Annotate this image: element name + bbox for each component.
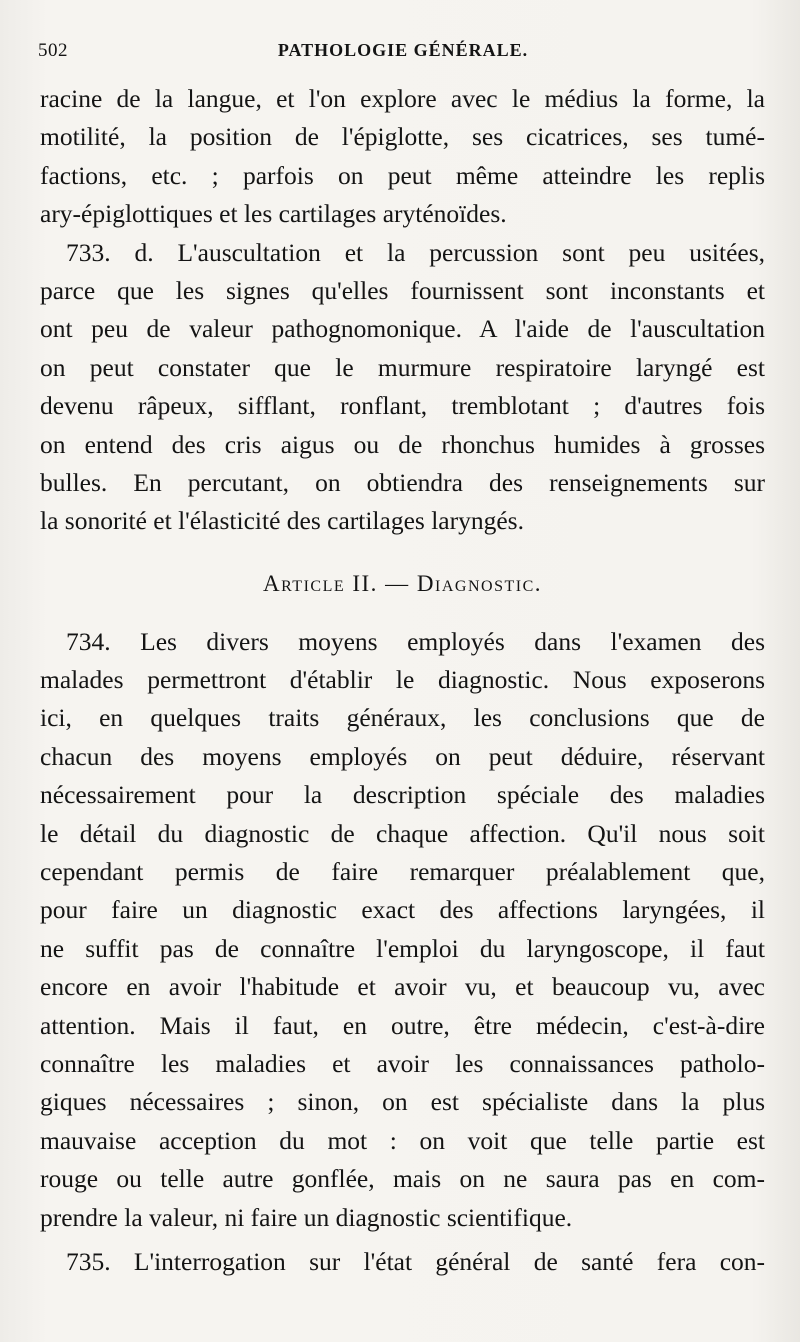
paragraph-735 <box>40 1243 765 1281</box>
text-line: la sonorité et l'élasticité des cartilages laryngés. <box>40 506 524 536</box>
text-line: prendre la valeur, ni faire un diagnostic scientifique. <box>40 1202 573 1232</box>
text-line: giques nécessaires ; sinon, on est spécialiste dans la plus <box>40 1087 765 1117</box>
text-line: cependant permis de faire remarquer préalablement que, <box>40 857 765 887</box>
text-line: ont peu de valeur pathognomonique. A l'aide de l'auscultation <box>40 314 765 344</box>
text-line: nécessairement pour la description spéciale des maladies <box>40 780 765 810</box>
section-heading: Article II. — Diagnostic. <box>262 570 543 596</box>
running-head: PATHOLOGIE GÉNÉRALE. <box>277 40 529 60</box>
text-line: 734. Les divers moyens employés dans l'examen des <box>66 626 765 656</box>
text-line: on entend des cris aigus ou de rhonchus humides à grosses <box>40 429 765 459</box>
text-line: ne suffit pas de connaître l'emploi du laryngoscope, il faut <box>40 933 765 963</box>
body-text <box>40 80 765 1281</box>
text-line: mauvaise acception du mot : on voit que telle partie est <box>40 1125 765 1155</box>
text-line: attention. Mais il faut, en outre, être médecin, c'est-à-dire <box>40 1010 765 1040</box>
page-header <box>38 40 768 70</box>
text-line: bulles. En percutant, on obtiendra des renseignements sur <box>40 467 765 497</box>
page-number: 502 <box>38 40 68 61</box>
text-line: chacun des moyens employés on peut déduire, réservant <box>40 741 765 771</box>
paragraph-733 <box>40 234 765 541</box>
text-line: encore en avoir l'habitude et avoir vu, et beaucoup vu, avec <box>40 972 765 1002</box>
text-line: devenu râpeux, sifflant, ronflant, tremblotant ; d'autres fois <box>40 391 765 421</box>
paragraph-734 <box>40 623 765 1237</box>
text-line: le détail du diagnostic de chaque affection. Qu'il nous soit <box>40 818 765 848</box>
text-line: malades permettront d'établir le diagnostic. Nous exposerons <box>40 665 765 695</box>
text-line: rouge ou telle autre gonflée, mais on ne saura pas en com- <box>40 1164 765 1194</box>
text-line: parce que les signes qu'elles fournissent sont inconstants et <box>40 275 765 305</box>
text-line: factions, etc. ; parfois on peut même atteindre les replis <box>40 160 765 190</box>
paragraph-continuation <box>40 80 765 234</box>
text-line: 735. L'interrogation sur l'état général de santé fera con- <box>66 1246 765 1276</box>
text-line: ary-épiglottiques et les cartilages aryténoïdes. <box>40 199 507 229</box>
text-line: connaître les maladies et avoir les connaissances patholo- <box>40 1048 765 1078</box>
text-line: motilité, la position de l'épiglotte, ses cicatrices, ses tumé- <box>40 122 765 152</box>
text-line: on peut constater que le murmure respiratoire laryngé est <box>40 352 765 382</box>
text-line: 733. d. L'auscultation et la percussion sont peu usitées, <box>66 237 765 267</box>
text-line: racine de la langue, et l'on explore avec le médius la forme, la <box>40 84 765 113</box>
text-line: pour faire un diagnostic exact des affections laryngées, il <box>40 895 765 925</box>
text-line: ici, en quelques traits généraux, les conclusions que de <box>40 703 765 733</box>
